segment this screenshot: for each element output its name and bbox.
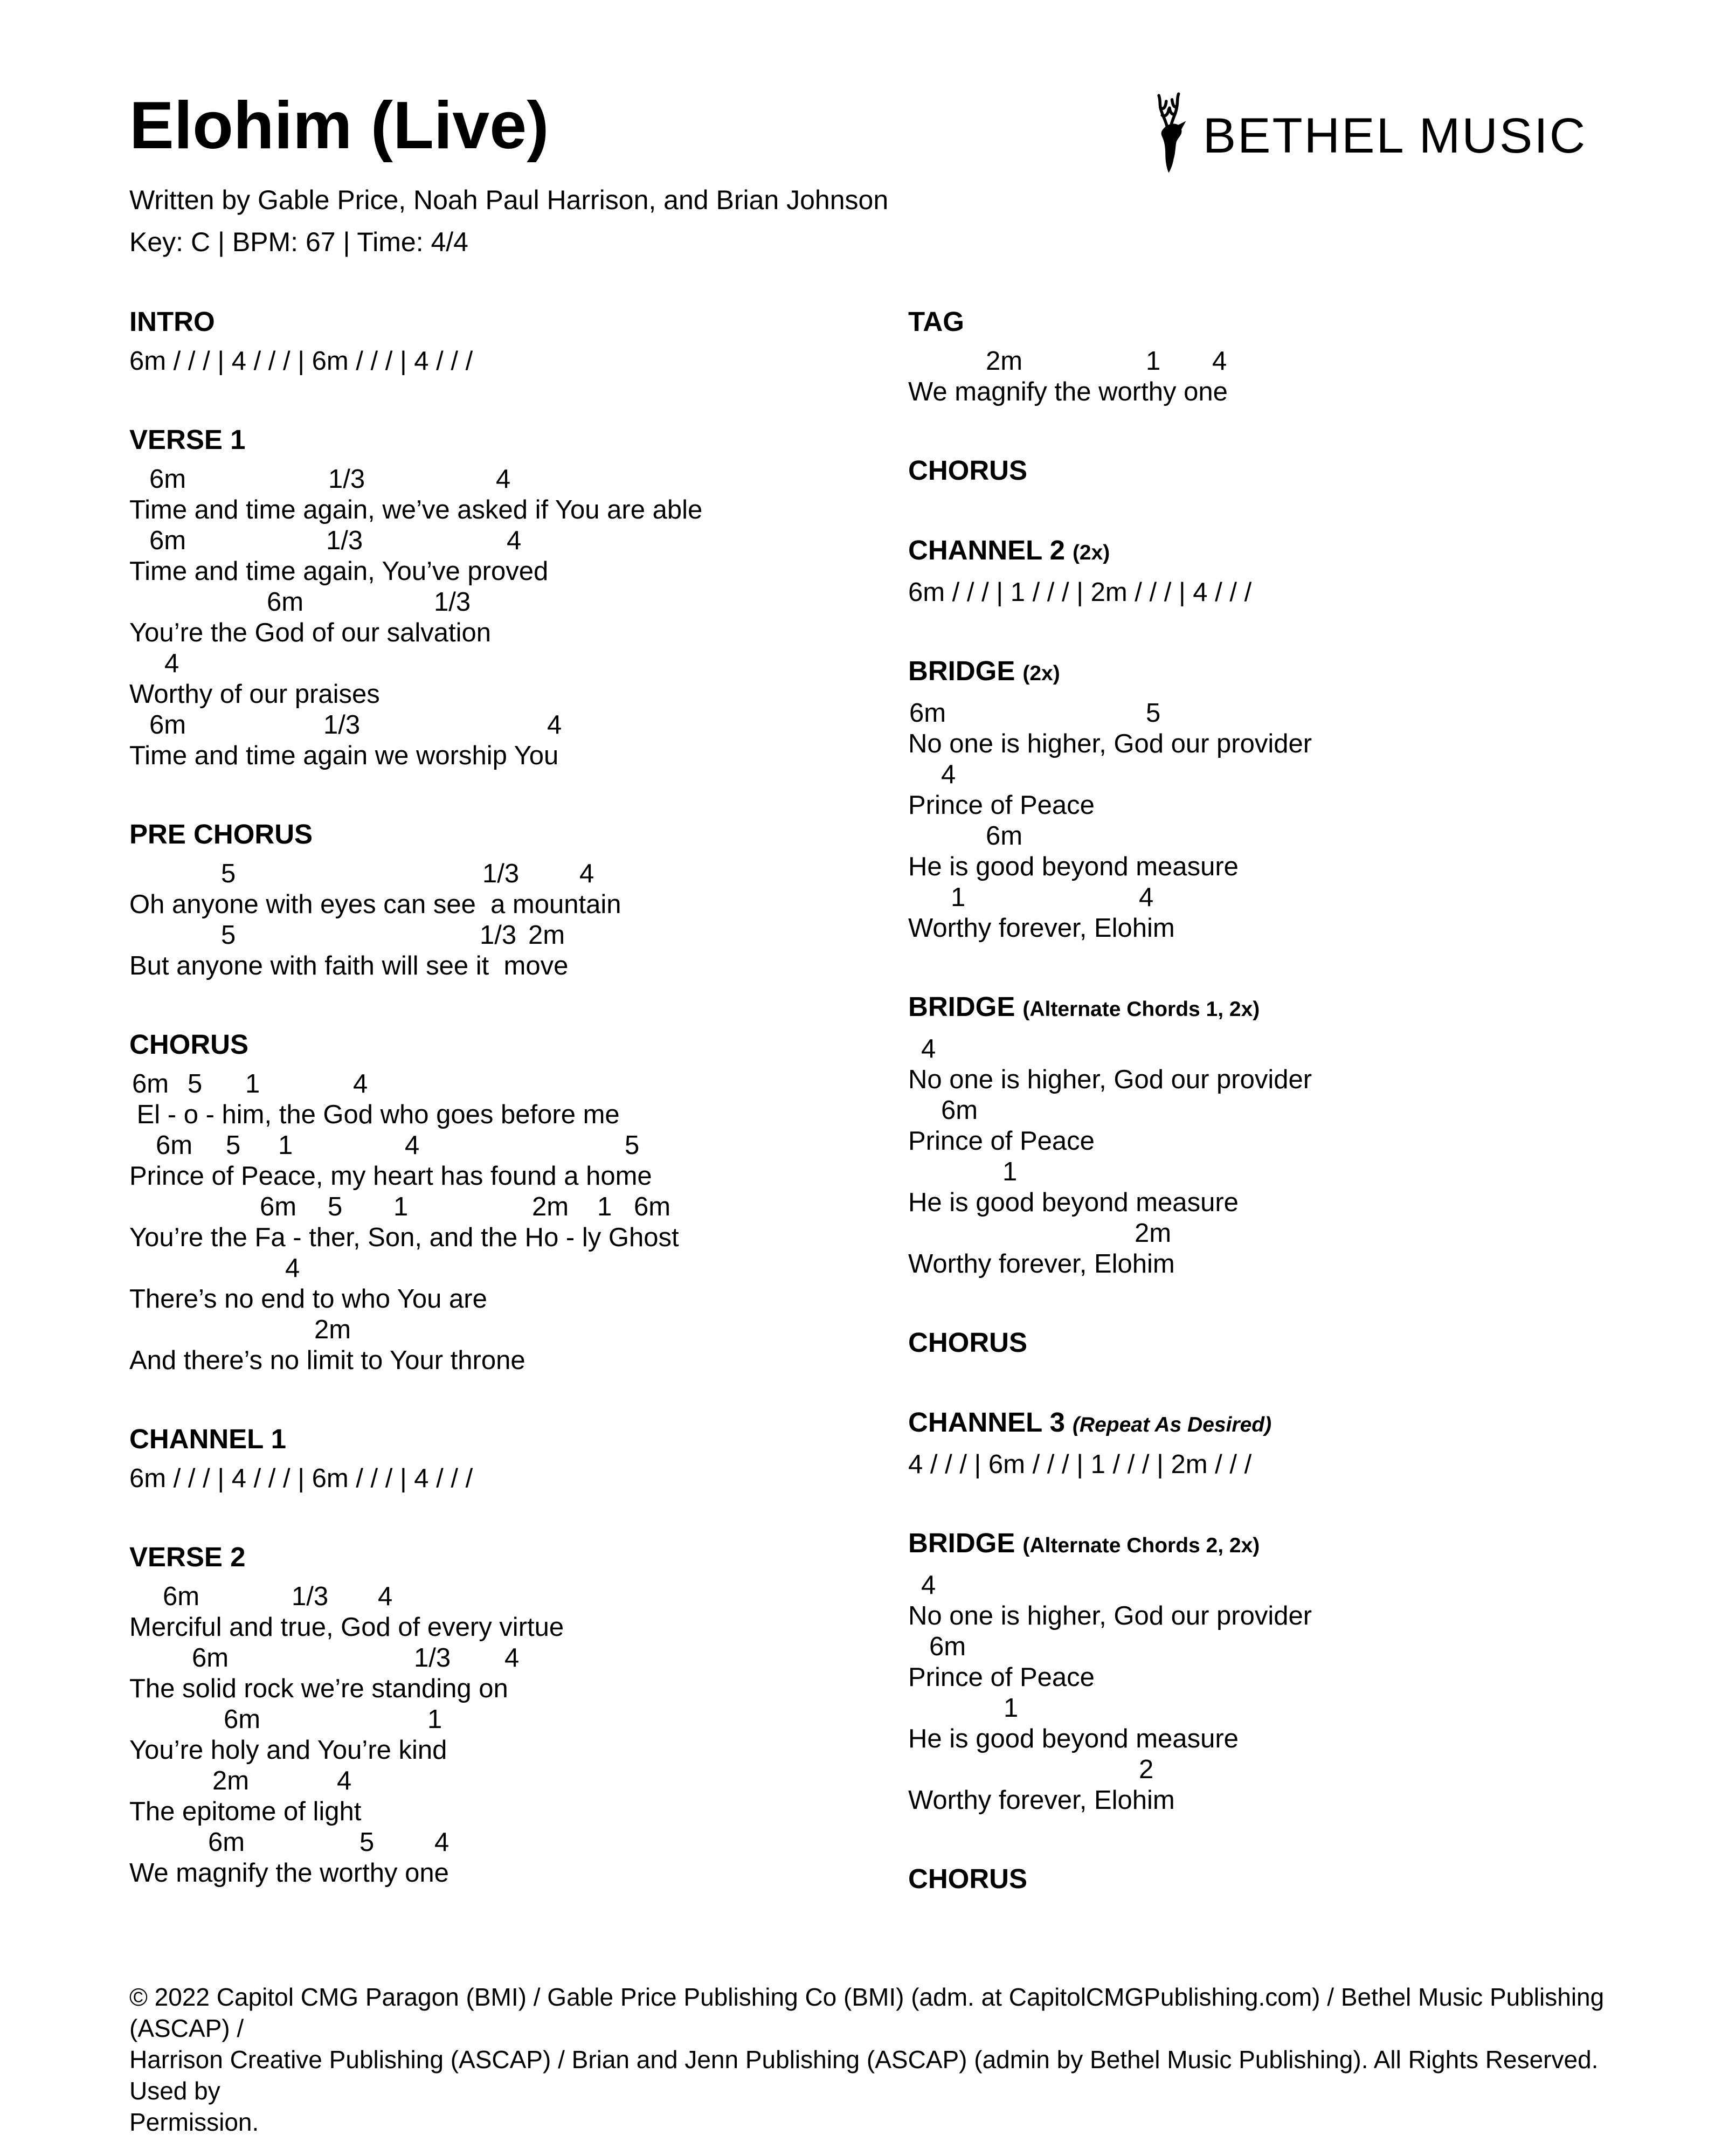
lyric-line: No one is higher, God our provider bbox=[908, 1601, 1312, 1630]
chord: 4 bbox=[378, 1582, 393, 1611]
song-section bbox=[908, 1406, 1673, 1480]
chord-row bbox=[129, 1766, 841, 1796]
chord: 4 bbox=[337, 1766, 352, 1795]
chord: 5 bbox=[188, 1069, 203, 1098]
section-heading-label: BRIDGE bbox=[908, 1528, 1015, 1558]
chord: 5 bbox=[221, 859, 236, 888]
chord: 5 bbox=[221, 921, 236, 950]
chord: 4 bbox=[496, 465, 511, 494]
lyric-line: Prince of Peace, my heart has found a home bbox=[129, 1162, 652, 1191]
section-heading-label: PRE CHORUS bbox=[129, 819, 313, 849]
section-heading-label: CHORUS bbox=[908, 1327, 1028, 1358]
chord-row bbox=[908, 1157, 1673, 1187]
chord: 6m bbox=[267, 588, 304, 617]
section-heading-label: CHORUS bbox=[908, 455, 1028, 486]
chord: 2m bbox=[1135, 1219, 1172, 1248]
section-heading bbox=[908, 1326, 1673, 1359]
section-heading-suffix: (Alternate Chords 1, 2x) bbox=[1022, 998, 1260, 1021]
chord-bar-line: 6m / / / | 4 / / / | 6m / / / | 4 / / / bbox=[129, 1464, 473, 1493]
section-heading-suffix: (Alternate Chords 2, 2x) bbox=[1022, 1534, 1260, 1557]
chord: 1 bbox=[393, 1192, 409, 1221]
chord-bar-line: 6m / / / | 4 / / / | 6m / / / | 4 / / / bbox=[129, 347, 473, 376]
chord-row bbox=[129, 1827, 841, 1858]
copyright-line: © 2022 Capitol CMG Paragon (BMI) / Gable Price Publishing Co (BMI) (adm. at CapitolCMGPublishing.com) / Bethel Music Publishing (ASCAP) / bbox=[129, 1983, 1605, 2042]
lyric-line: You’re the Fa - ther, Son, and the Ho - ly Ghost bbox=[129, 1223, 679, 1252]
chord: 1 bbox=[1146, 347, 1161, 376]
chord-row bbox=[908, 346, 1673, 377]
chord-row bbox=[908, 1632, 1673, 1662]
lyric-line: The epitome of light bbox=[129, 1797, 362, 1826]
chord: 6m bbox=[941, 1096, 978, 1125]
lyric-line: Time and time again, You’ve proved bbox=[129, 557, 549, 586]
song-writers: Written by Gable Price, Noah Paul Harrison, and Brian Johnson bbox=[129, 185, 889, 216]
chord: 4 bbox=[504, 1643, 520, 1673]
page-title: Elohim (Live) bbox=[129, 88, 549, 163]
lyric-line: Prince of Peace bbox=[908, 1663, 1095, 1692]
song-section bbox=[908, 1526, 1673, 1816]
chord: 6m bbox=[224, 1705, 261, 1734]
lyric-line: You’re holy and You’re kind bbox=[129, 1736, 447, 1765]
chord: 4 bbox=[434, 1828, 450, 1857]
lyric-line: There’s no end to who You are bbox=[129, 1284, 487, 1314]
chord: 6m bbox=[909, 699, 946, 728]
chord-row bbox=[908, 1034, 1673, 1065]
song-section bbox=[129, 423, 841, 771]
section-heading bbox=[129, 1540, 841, 1574]
lyric-line: Worthy forever, Elohim bbox=[908, 1249, 1175, 1279]
chord: 6m bbox=[132, 1069, 169, 1098]
chord: 1/3 bbox=[323, 710, 361, 740]
column-left bbox=[129, 305, 841, 1935]
chord: 4 bbox=[164, 649, 179, 678]
lyric-line: He is good beyond measure bbox=[908, 1724, 1239, 1753]
section-heading-label: CHANNEL 3 bbox=[908, 1407, 1065, 1438]
chord: 4 bbox=[405, 1131, 420, 1160]
chord-row bbox=[129, 1069, 841, 1100]
chord: 6m bbox=[149, 465, 186, 494]
song-section bbox=[908, 1326, 1673, 1359]
lyric-line: Worthy forever, Elohim bbox=[908, 914, 1175, 943]
chord-row bbox=[908, 1218, 1673, 1249]
chord: 6m bbox=[149, 710, 186, 740]
chord-bar-line: 4 / / / | 6m / / / | 1 / / / | 2m / / / bbox=[908, 1450, 1252, 1479]
song-section bbox=[129, 1540, 841, 1889]
chord: 1 bbox=[1002, 1157, 1018, 1186]
chord-row bbox=[908, 698, 1673, 729]
chord: 2m bbox=[212, 1766, 250, 1795]
chord: 6m bbox=[929, 1632, 966, 1661]
lyric-line: No one is higher, God our provider bbox=[908, 1065, 1312, 1094]
song-section bbox=[908, 305, 1673, 407]
song-section bbox=[908, 534, 1673, 608]
lyric-line: The solid rock we’re standing on bbox=[129, 1674, 508, 1703]
chord: 1 bbox=[245, 1069, 260, 1098]
chord: 6m bbox=[163, 1582, 200, 1611]
chord-row bbox=[908, 759, 1673, 790]
chord: 5 bbox=[226, 1131, 241, 1160]
copyright-line: Harrison Creative Publishing (ASCAP) / Brian and Jenn Publishing (ASCAP) (admin by Bethel Music Publishing). All Rights Reserved. Used by bbox=[129, 2046, 1599, 2105]
song-section bbox=[129, 305, 841, 377]
section-heading-suffix: (2x) bbox=[1072, 541, 1110, 564]
lyric-line: Time and time again we worship You bbox=[129, 741, 559, 770]
chord: 5 bbox=[328, 1192, 343, 1221]
lyric-line: And there’s no limit to Your throne bbox=[129, 1346, 525, 1375]
chord: 4 bbox=[941, 760, 956, 789]
section-heading-label: BRIDGE bbox=[908, 655, 1015, 686]
chord-row bbox=[129, 1581, 841, 1612]
section-heading bbox=[129, 1422, 841, 1456]
chord-row bbox=[129, 526, 841, 556]
chord-row bbox=[908, 1095, 1673, 1126]
chord-row bbox=[908, 882, 1673, 913]
song-header bbox=[129, 88, 889, 263]
song-section bbox=[908, 1862, 1673, 1896]
lyric-line: Time and time again, we’ve asked if You are able bbox=[129, 495, 703, 524]
section-heading-suffix: (2x) bbox=[1022, 662, 1060, 685]
section-heading bbox=[908, 534, 1673, 570]
chord-row bbox=[129, 1192, 841, 1222]
chord: 4 bbox=[353, 1069, 368, 1098]
chord: 5 bbox=[625, 1131, 640, 1160]
chord: 1/3 bbox=[482, 859, 520, 888]
section-heading bbox=[908, 1406, 1673, 1442]
chord-row bbox=[129, 464, 841, 495]
section-heading bbox=[129, 305, 841, 338]
chord-row bbox=[129, 710, 841, 741]
section-heading bbox=[908, 305, 1673, 338]
section-heading bbox=[908, 990, 1673, 1026]
chord: 6m bbox=[634, 1192, 671, 1221]
chord: 1/3 bbox=[414, 1643, 451, 1673]
chord: 1/3 bbox=[480, 921, 517, 950]
chord: 2m bbox=[532, 1192, 569, 1221]
chord-row bbox=[129, 920, 841, 951]
song-section bbox=[908, 454, 1673, 487]
lyric-line: Oh anyone with eyes can see a mountain bbox=[129, 890, 621, 919]
song-key-bpm-time: Key: C | BPM: 67 | Time: 4/4 bbox=[129, 227, 468, 258]
chord-bar-line: 6m / / / | 1 / / / | 2m / / / | 4 / / / bbox=[908, 578, 1252, 607]
chord: 1/3 bbox=[434, 588, 471, 617]
chord-row bbox=[908, 1754, 1673, 1785]
chord: 4 bbox=[921, 1034, 936, 1063]
lyric-line: You’re the God of our salvation bbox=[129, 618, 492, 647]
section-heading-label: CHORUS bbox=[129, 1029, 249, 1060]
section-heading-label: BRIDGE bbox=[908, 991, 1015, 1022]
chord: 1/3 bbox=[326, 526, 363, 555]
lyric-line: Merciful and true, God of every virtue bbox=[129, 1613, 564, 1642]
section-heading bbox=[908, 454, 1673, 487]
chord: 6m bbox=[986, 821, 1023, 851]
lyric-line: Prince of Peace bbox=[908, 1127, 1095, 1156]
section-heading bbox=[129, 818, 841, 851]
lyric-line: El - o - him, the God who goes before me bbox=[129, 1100, 620, 1129]
chord: 6m bbox=[260, 1192, 297, 1221]
chord: 2m bbox=[528, 921, 565, 950]
chord: 2m bbox=[314, 1315, 351, 1344]
chord: 4 bbox=[1139, 883, 1154, 912]
section-heading-label: INTRO bbox=[129, 306, 215, 337]
song-section bbox=[129, 1028, 841, 1376]
lyric-line: No one is higher, God our provider bbox=[908, 729, 1312, 758]
lyric-line: But anyone with faith will see it move bbox=[129, 951, 569, 980]
section-heading bbox=[908, 1526, 1673, 1563]
section-heading bbox=[908, 1862, 1673, 1896]
section-heading bbox=[908, 654, 1673, 690]
song-section bbox=[908, 654, 1673, 944]
lyric-line: We magnify the worthy one bbox=[908, 377, 1228, 406]
chord: 4 bbox=[1212, 347, 1227, 376]
chord-row bbox=[129, 859, 841, 889]
song-section bbox=[908, 990, 1673, 1280]
lyric-line: We magnify the worthy one bbox=[129, 1858, 449, 1888]
chord: 4 bbox=[547, 710, 562, 740]
chord: 6m bbox=[192, 1643, 229, 1673]
bethel-music-logo-text: BETHEL MUSIC bbox=[1202, 108, 1587, 163]
chord-row bbox=[129, 1130, 841, 1161]
chord: 4 bbox=[579, 859, 594, 888]
chord: 1 bbox=[278, 1131, 293, 1160]
chord: 6m bbox=[156, 1131, 193, 1160]
column-right bbox=[908, 305, 1673, 1942]
chord-row bbox=[908, 821, 1673, 852]
chord-row bbox=[129, 1315, 841, 1345]
chord-row bbox=[908, 1693, 1673, 1724]
section-heading-label: TAG bbox=[908, 306, 964, 337]
chord: 5 bbox=[1146, 699, 1161, 728]
chord: 1 bbox=[951, 883, 966, 912]
chord: 1 bbox=[597, 1192, 612, 1221]
lyric-line: Worthy of our praises bbox=[129, 680, 380, 709]
chord: 2 bbox=[1139, 1755, 1154, 1784]
chord: 2m bbox=[986, 347, 1023, 376]
chord: 5 bbox=[359, 1828, 375, 1857]
song-section bbox=[129, 818, 841, 982]
chord: 4 bbox=[921, 1571, 936, 1600]
chord-row bbox=[908, 1570, 1673, 1601]
section-heading-label: VERSE 2 bbox=[129, 1542, 246, 1572]
lyric-line: He is good beyond measure bbox=[908, 852, 1239, 881]
chord: 1/3 bbox=[328, 465, 365, 494]
chord: 1 bbox=[427, 1705, 442, 1734]
section-heading-suffix: (Repeat As Desired) bbox=[1072, 1413, 1272, 1436]
chord-row bbox=[129, 587, 841, 618]
lyric-line: Worthy forever, Elohim bbox=[908, 1786, 1175, 1815]
section-heading-label: CHANNEL 2 bbox=[908, 535, 1065, 565]
chord-row bbox=[129, 1643, 841, 1674]
chord: 4 bbox=[285, 1254, 300, 1283]
chord: 6m bbox=[208, 1828, 245, 1857]
copyright-line: Permission. bbox=[129, 2108, 259, 2136]
lyric-line: Prince of Peace bbox=[908, 791, 1095, 820]
chord-row bbox=[129, 1253, 841, 1284]
deer-icon bbox=[1142, 91, 1194, 181]
chord: 1 bbox=[1004, 1694, 1019, 1723]
chord: 6m bbox=[149, 526, 186, 555]
section-heading bbox=[129, 423, 841, 457]
chord: 1/3 bbox=[292, 1582, 329, 1611]
section-heading bbox=[129, 1028, 841, 1061]
section-heading-label: CHORUS bbox=[908, 1863, 1028, 1894]
chord-row bbox=[129, 1704, 841, 1735]
copyright-notice bbox=[129, 1981, 1628, 2138]
section-heading-label: CHANNEL 1 bbox=[129, 1423, 286, 1454]
song-section bbox=[129, 1422, 841, 1494]
chord: 4 bbox=[507, 526, 522, 555]
section-heading-label: VERSE 1 bbox=[129, 424, 246, 455]
lyric-line: He is good beyond measure bbox=[908, 1188, 1239, 1217]
bethel-music-logo bbox=[1142, 91, 1587, 181]
chord-row bbox=[129, 648, 841, 679]
